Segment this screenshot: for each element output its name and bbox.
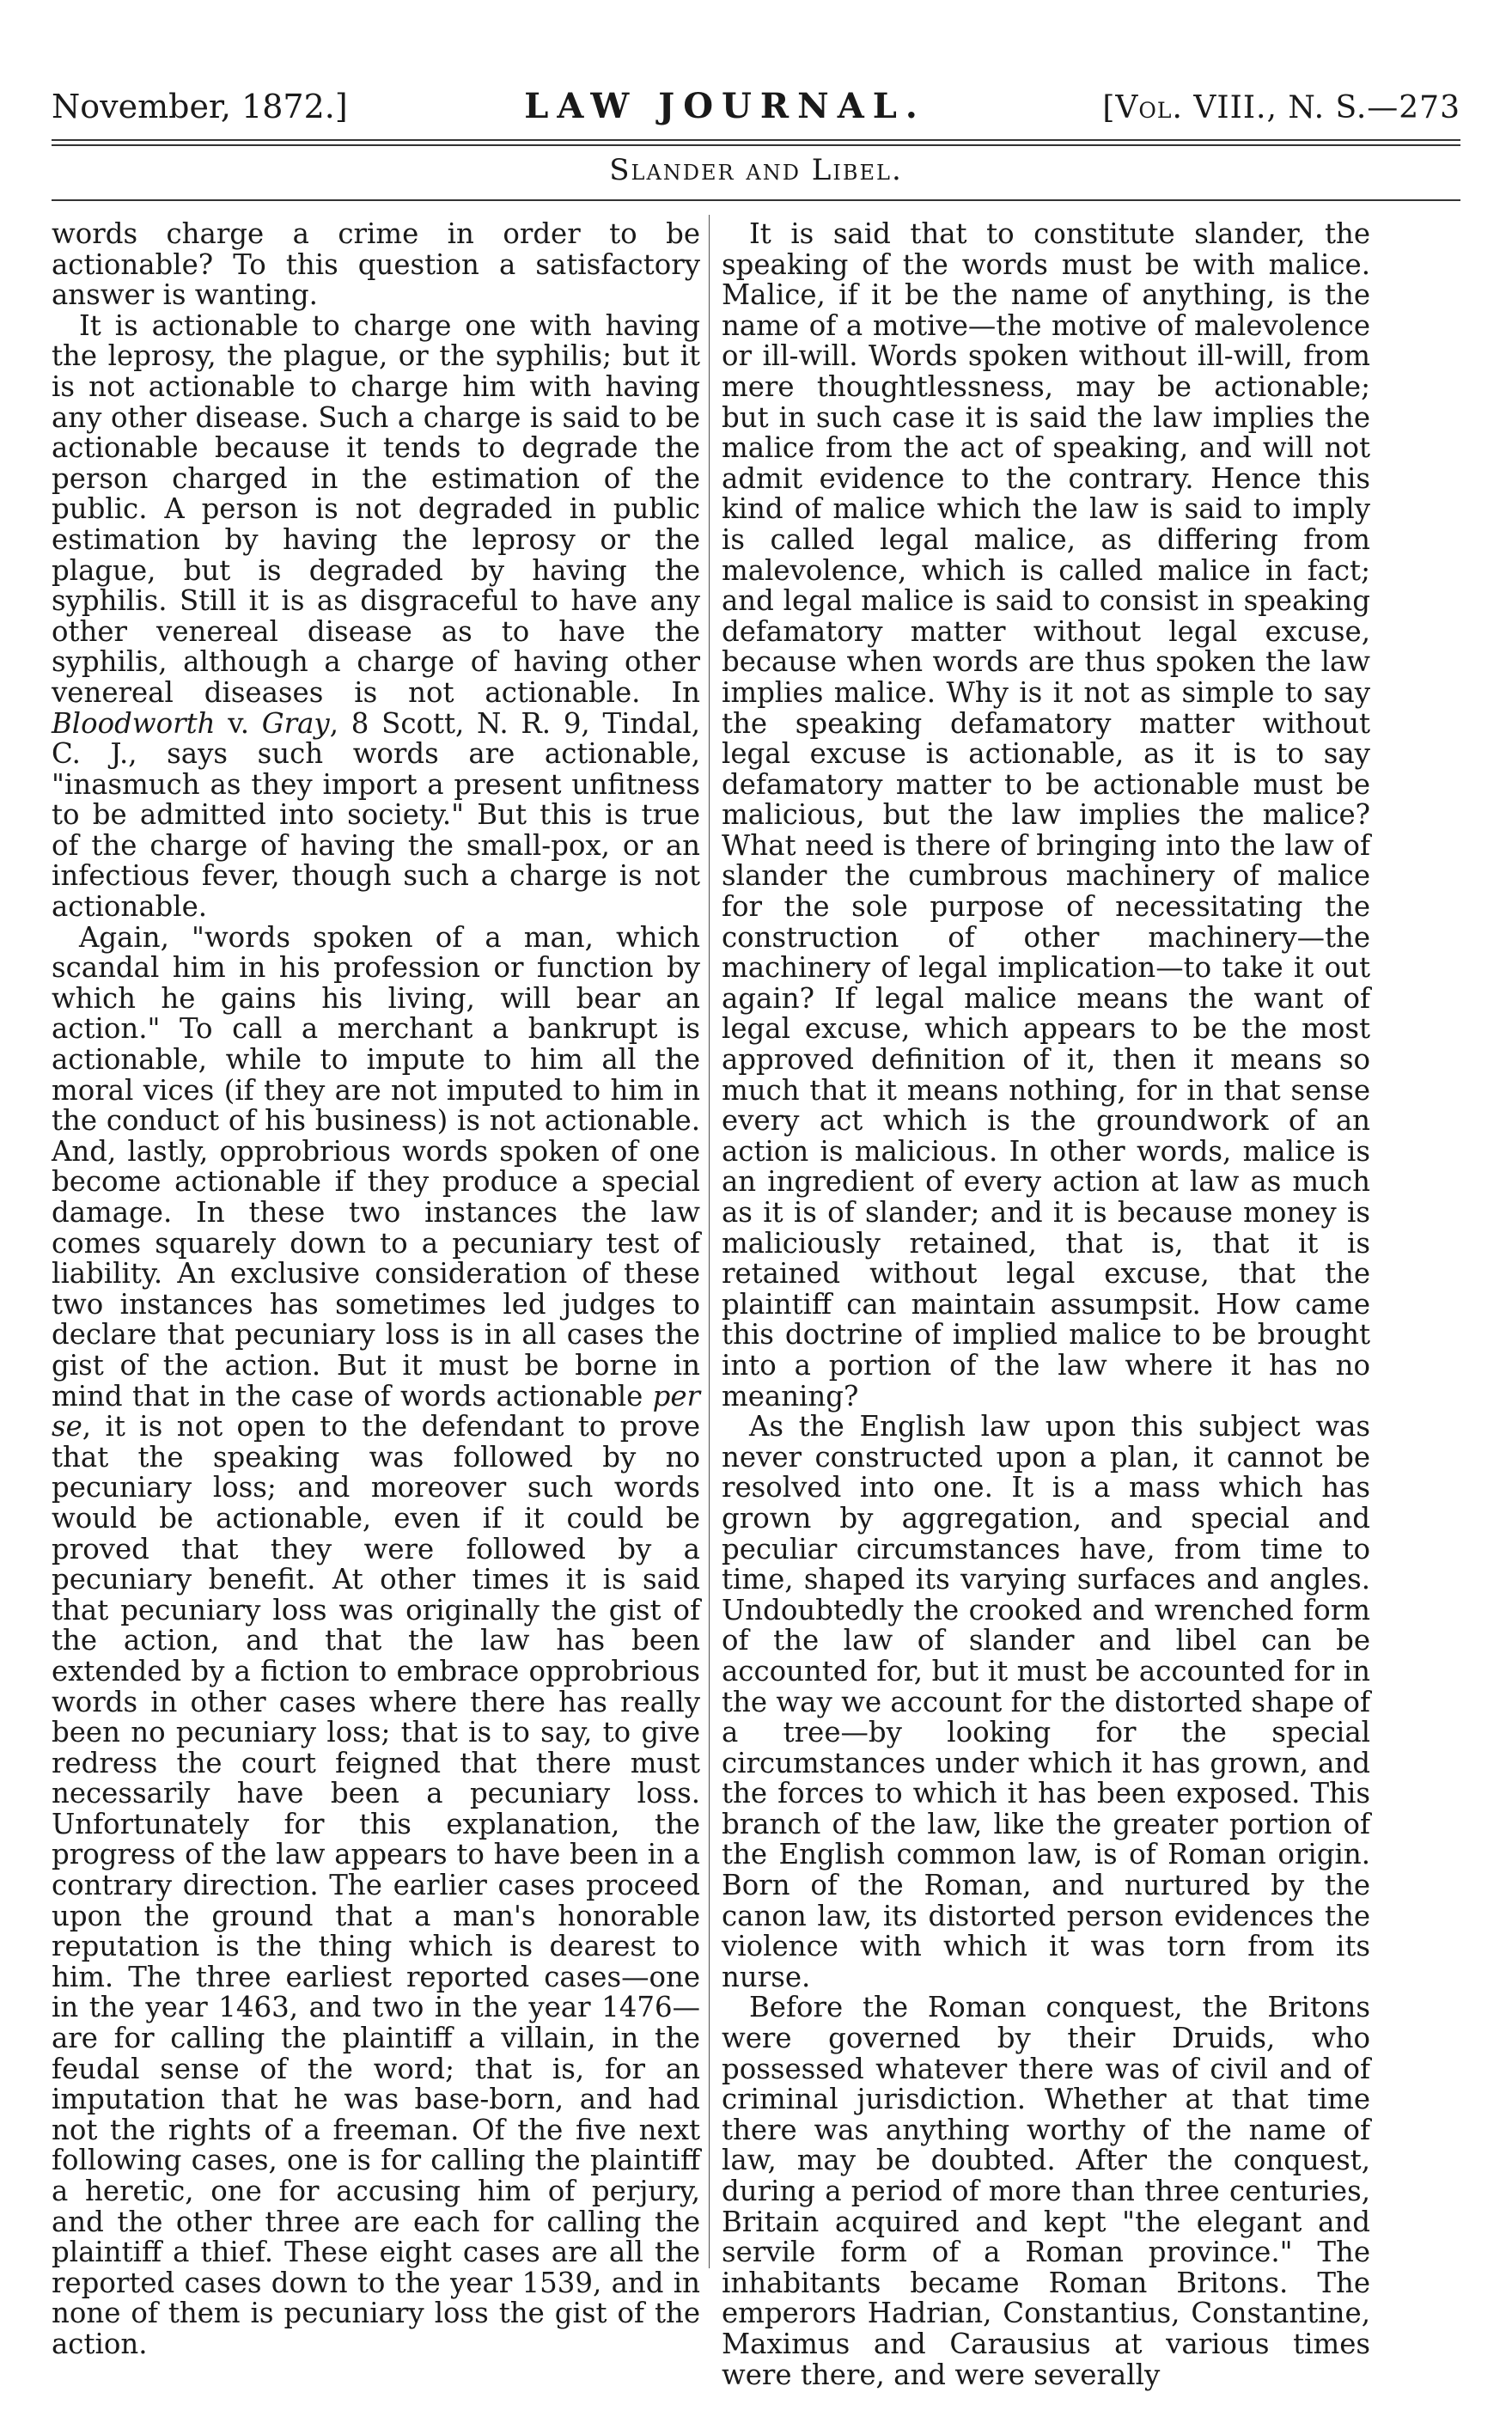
paragraph: As the English law upon this subject was never constructed upon a plan, it cannot be resolved into one. It is a mass which has grown by aggregation, and special and peculiar circumstances have, from time to time, shaped its varying surfaces and angles. Undoubtedly the crooked and wrenched form of the law of slander and libel can be accounted for, but it must be accounted for in the way we account for the distorted shape of a tree—by looking for the special circumstances under which it has grown, and the forces to which it has been exposed. This branch of the law, like the greater portion of the English common law, is of Roman origin. Born of the Roman, and nurtured by the canon law, its distorted person evidences the violence with which it was torn from its nurse. bbox=[722, 1410, 1370, 1993]
text-run: It is actionable to charge one with having the leprosy, the plague, or the syphilis; but it is not actionable to charge him with having any other disease. Such a charge is said to be actionable because it tends to degrade the person charged in the estimation of the public. A person is not degraded in public estimation by having the leprosy or the plague, but is degraded by having the syphilis. Still it is as disgraceful to have any other venereal disease as to have the syphilis, although a charge of having other venereal diseases is not actionable. In bbox=[52, 308, 700, 709]
section-title: Slander and Libel. bbox=[609, 153, 903, 187]
case-name: Gray bbox=[261, 706, 330, 740]
right-column bbox=[722, 219, 1370, 2390]
header-rule-bottom bbox=[52, 144, 1460, 146]
text-run: , 8 Scott, N. R. 9, Tindal, C. J., says such words are actionable, "inasmuch as they import a present unfitness to be admitted into society." But this is true of the charge of having the small-pox, or an infectious fever, though such a charge is not actionable. bbox=[52, 706, 700, 924]
left-column bbox=[52, 219, 700, 2360]
header-date: November, 1872.] bbox=[52, 88, 348, 125]
text-run: v. bbox=[215, 706, 262, 740]
paragraph bbox=[52, 920, 700, 2360]
paragraph bbox=[52, 308, 700, 924]
latin-phrase: per se bbox=[52, 1379, 700, 1443]
text-run: Again, "words spoken of a man, which scandal him in his profession or function by which he gains his living, will bear an action." To call a merchant a bankrupt is actionable, while to impute to him all the moral vices (if they are not imputed to him in the conduct of his business) is not actionable. And, lastly, opprobrious words spoken of one become actionable if they produce a special damage. In these two instances the law comes squarely down to a pecuniary test of liability. An exclusive consideration of these two instances has sometimes led judges to declare that pecuniary loss is in all cases the gist of the action. But it must be borne in mind that in the case of words actionable bbox=[52, 920, 700, 1413]
text-run: , it is not open to the defendant to prove that the speaking was followed by no pecuniary loss; and moreover such words would be actionable, even if it could be proved that they were followed by a pecuniary benefit. At other times it is said that pecuniary loss was originally the gist of the action, and that the law has been extended by a fiction to embrace opprobrious words in other cases where there has really been no pecuniary loss; that is to say, to give redress the court feigned that there must necessarily have been a pecuniary loss. Unfortunately for this explanation, the progress of the law appears to have been in a contrary direction. The earlier cases proceed upon the ground that a man's honorable reputation is the thing which is dearest to him. The three earliest reported cases—one in the year 1463, and two in the year 1476—are for calling the plaintiff a villain, in the feudal sense of the word; that is, for an imputation that he was base-born, and had not the rights of a freeman. Of the five next following cases, one is for calling the plaintiff a heretic, one for accusing him of perjury, and the other three are each for calling the plaintiff a thief. These eight cases are all the reported cases down to the year 1539, and in none of them is pecuniary loss the gist of the action. bbox=[52, 1410, 700, 2360]
paragraph: It is said that to constitute slander, the speaking of the words must be with malice. Malice, if it be the name of anything, is the name of a motive—the motive of malevolence or ill-will. Words spoken without ill-will, from mere thoughtlessness, may be actionable; but in such case it is said the law implies the malice from the act of speaking, and will not admit evidence to the contrary. Hence this kind of malice which the law is said to imply is called legal malice, as differing from malevolence, which is called malice in fact; and legal malice is said to consist in speaking defamatory matter without legal excuse, because when words are thus spoken the law implies malice. Why is it not as simple to say the speaking defamatory matter without legal excuse is actionable, as it is to say defamatory matter to be actionable must be malicious, but the law implies the malice? What need is there of bringing into the law of slander the cumbrous machinery of malice for the sole purpose of necessitating the construction of other machinery—the machinery of legal implication—to take it out again? If legal malice means the want of legal excuse, which appears to be the most approved definition of it, then it means so much that it means nothing, for in that sense every act which is the groundwork of an action is malicious. In other words, malice is an ingredient of every action at law as much as it is of slander; and it is because money is maliciously retained, that is, that it is retained without legal excuse, that the plaintiff can maintain assumpsit. How came this doctrine of implied malice to be brought into a portion of the law where it has no meaning? bbox=[722, 217, 1370, 1413]
running-header bbox=[52, 86, 1460, 137]
volume-page: [Vol. VIII., N. S.—273 bbox=[1102, 90, 1460, 125]
paragraph: words charge a crime in order to be actionable? To this question a satisfactory answer is wanting. bbox=[52, 217, 700, 312]
paragraph: Before the Roman conquest, the Britons were governed by their Druids, who possessed whatever there was of civil and of criminal jurisdiction. Whether at that time there was anything worthy of the name of law, may be doubted. After the conquest, during a period of more than three centuries, Britain acquired and kept "the elegant and servile form of a Roman province." The inhabitants became Roman Britons. The emperors Hadrian, Constantius, Constantine, Maximus and Carausius at various times were there, and were severally bbox=[722, 1991, 1370, 2391]
header-rule-top bbox=[52, 139, 1460, 141]
column-divider bbox=[709, 215, 710, 2268]
section-rule bbox=[52, 199, 1460, 201]
case-name: Bloodworth bbox=[52, 706, 216, 740]
journal-title: LAW JOURNAL. bbox=[524, 86, 926, 126]
